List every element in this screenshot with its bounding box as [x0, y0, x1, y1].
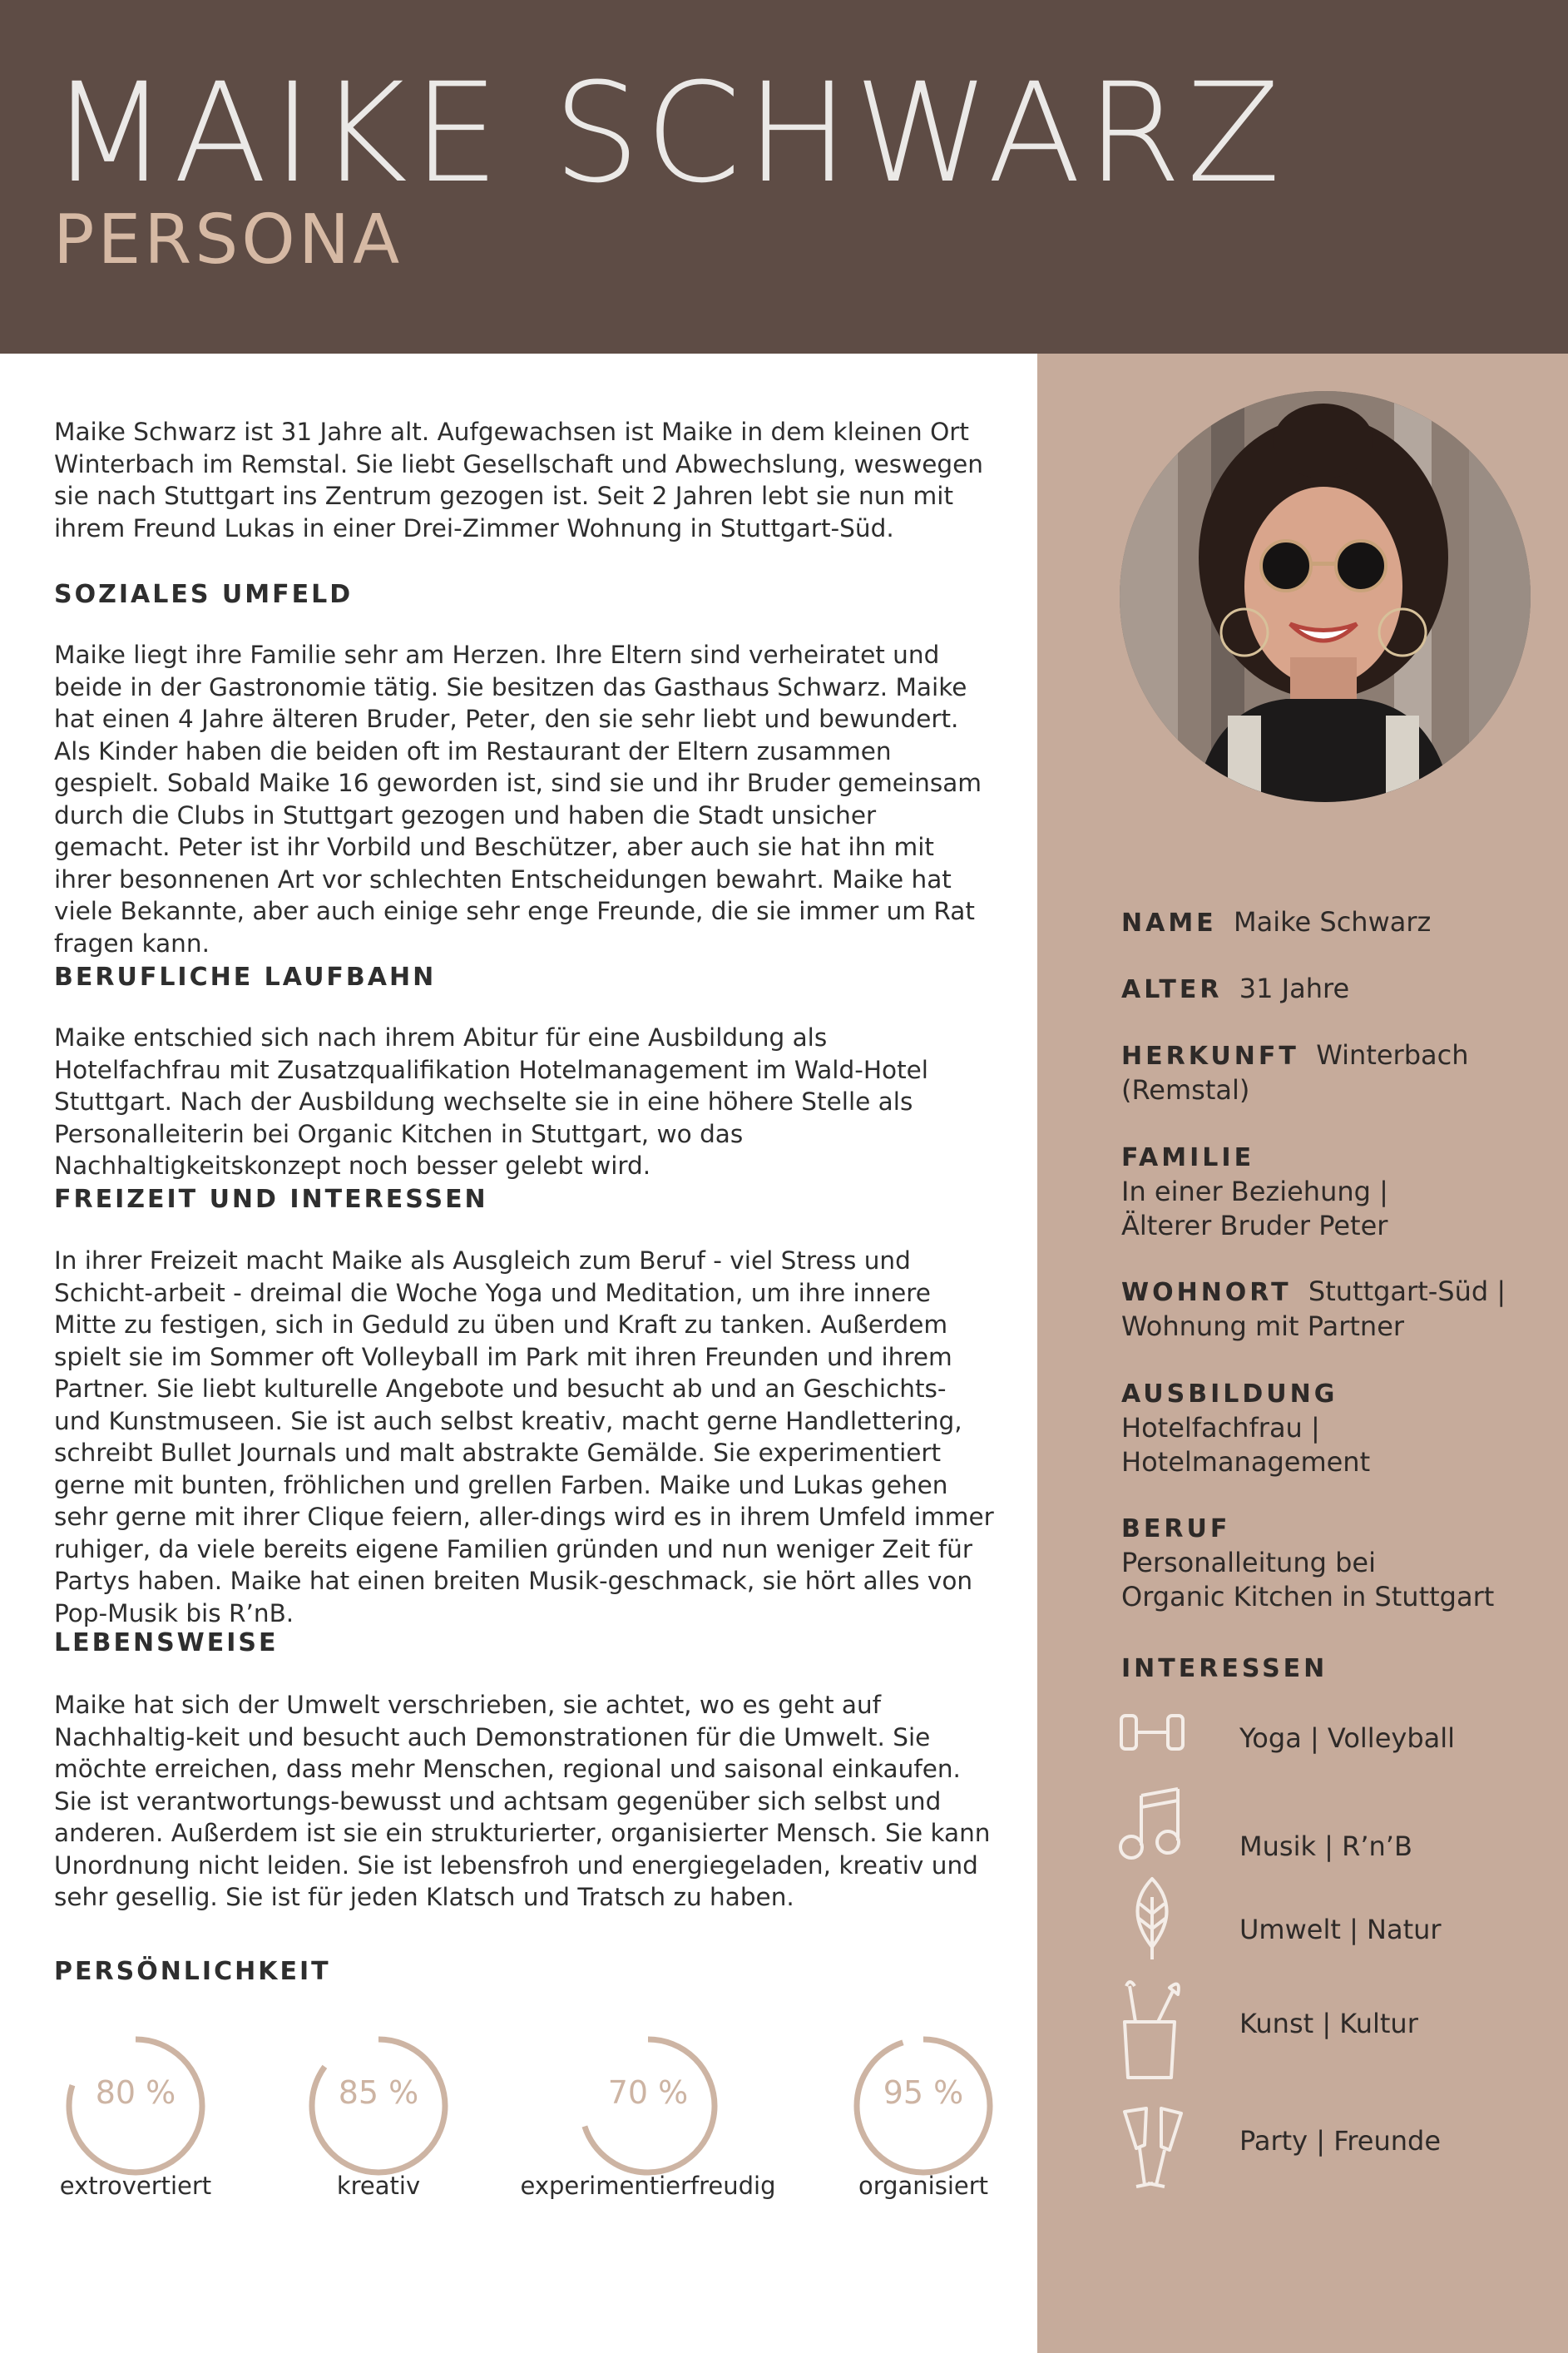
fact-home: [1121, 1275, 1537, 1344]
fact-label: WOHNORT: [1121, 1278, 1292, 1307]
fact-education: [1121, 1376, 1537, 1479]
fact-label: HERKUNFT: [1121, 1042, 1299, 1071]
interests-heading: INTERESSEN: [1121, 1654, 1328, 1683]
trait-percent: 85 %: [338, 2074, 419, 2111]
persona-name: MAIKE SCHWARZ: [50, 53, 1286, 213]
interest-label: Party | Freunde: [1239, 2125, 1442, 2157]
interest-item: [1115, 1781, 1547, 1872]
fact-value: Maike Schwarz: [1234, 906, 1432, 938]
fact-job: [1121, 1511, 1537, 1614]
heading-personality: PERSÖNLICHKEIT: [54, 1957, 331, 1986]
interest-label: Musik | R’n’B: [1239, 1830, 1412, 1862]
interest-item: [1115, 2105, 1547, 2197]
champagne-glasses-icon: [1115, 2105, 1190, 2197]
fact-family: [1121, 1140, 1537, 1243]
persona-subtitle: PERSONA: [53, 201, 403, 280]
trait-dial: [40, 2022, 231, 2213]
heading-social: SOZIALES UMFELD: [54, 580, 354, 609]
interest-label: Kunst | Kultur: [1239, 2008, 1418, 2039]
fact-name: [1121, 905, 1537, 940]
trait-label: organisiert: [858, 2172, 989, 2200]
trait-percent: 80 %: [95, 2074, 176, 2111]
dumbbell-icon: [1115, 1706, 1190, 1772]
fact-value: Personalleitung bei: [1121, 1547, 1376, 1578]
text-lifestyle: Maike hat sich der Umwelt verschrieben, sie achtet, wo es geht auf Nachhaltig-keit und besucht auch Demonstrationen für die Umwelt. Sie möchte erreichen, dass mehr Menschen, regional und saisonal einkaufen. Sie ist verantwortungs-bewusst und achtsam gegenüber sich selbst und anderen. Außerdem ist sie ein strukturierter, organisierter Mensch. Sie kann Unordnung nicht leiden. Sie ist lebensfroh und energiegeladen, kreativ und sehr gesellig. Sie ist für jeden Klatsch und Tratsch zu haben.: [54, 1691, 991, 1911]
paintbrush-cup-icon: [1115, 1976, 1190, 2084]
fact-value: Wohnung mit Partner: [1121, 1310, 1405, 1342]
fact-label: ALTER: [1121, 975, 1223, 1004]
text-leisure: In ihrer Freizeit macht Maike als Ausgleich zum Beruf - viel Stress und Schicht-arbeit - dreimal die Woche Yoga und Meditation, um ihre innere Mitte zu festigen, sich in Geduld zu üben und Kraft zu tanken. Außerdem spielt sie im Sommer oft Volleyball im Park mit ihren Freunden und ihrem Partner. Sie liebt kulturelle Angebote und besucht ab und an Geschichts- und Kunstmuseen. Sie ist auch selbst kreativ, macht gerne Handlettering, schreibt Bullet Journals und malt abstrakte Gemälde. Sie experimentiert gerne mit bunten, fröhlichen und grellen Farben. Maike und Lukas gehen sehr gerne mit ihrer Clique feiern, aller-dings wird es in ihrem Umfeld immer ruhiger, da viele bereits eigene Familien gründen und nun weniger Zeit für Partys haben. Maike hat einen breiten Musik-geschmack, sie hört alles von Pop-Musik bis R’nB.: [54, 1246, 994, 1627]
fact-value: (Remstal): [1121, 1074, 1250, 1106]
fact-label: FAMILIE: [1121, 1143, 1255, 1172]
fact-value: Älterer Bruder Peter: [1121, 1210, 1388, 1241]
trait-percent: 95 %: [883, 2074, 964, 2111]
music-note-icon: [1115, 1781, 1190, 1864]
trait-label: experimentierfreudig: [520, 2172, 776, 2200]
fact-age: [1121, 972, 1537, 1007]
header-banner: [0, 0, 1568, 354]
fact-value: In einer Beziehung |: [1121, 1176, 1388, 1207]
fact-label: NAME: [1121, 909, 1217, 938]
trait-percent: 70 %: [607, 2074, 689, 2111]
portrait-illustration: [1120, 391, 1531, 802]
fact-origin: [1121, 1038, 1537, 1107]
trait-label: extrovertiert: [59, 2172, 212, 2200]
fact-value: 31 Jahre: [1239, 973, 1350, 1004]
trait-dial: [520, 2022, 776, 2213]
fact-value: Hotelfachfrau |: [1121, 1412, 1320, 1444]
interest-label: Yoga | Volleyball: [1239, 1722, 1456, 1754]
text-career: Maike entschied sich nach ihrem Abitur für eine Ausbildung als Hotelfachfrau mit Zusatzqualifikation Hotelmanagement im Wald-Hotel Stuttgart. Nach der Ausbildung wechselte sie in eine höhere Stelle als Personalleiterin bei Organic Kitchen in Stuttgart, wo das Nachhaltigkeitskonzept noch besser gelebt wird.: [54, 1023, 928, 1180]
trait-dial: [828, 2022, 1019, 2213]
fact-value: Organic Kitchen in Stuttgart: [1121, 1581, 1495, 1612]
portrait-photo: [1120, 391, 1531, 802]
trait-label: kreativ: [336, 2172, 421, 2200]
heading-leisure: FREIZEIT UND INTERESSEN: [54, 1185, 488, 1214]
leaf-icon: [1115, 1872, 1190, 1964]
interest-item: [1115, 1976, 1547, 2068]
text-social: Maike liegt ihre Familie sehr am Herzen. Ihre Eltern sind verheiratet und beide in der Gastronomie tätig. Sie besitzen das Gasthaus Schwarz. Maike hat einen 4 Jahre älteren Bruder, Peter, den sie sehr liebt und bewundert. Als Kinder haben die beiden oft im Restaurant der Eltern zusammen gespielt. Sobald Maike 16 geworden ist, sind sie und ihr Bruder gemeinsam durch die Clubs in Stuttgart gezogen und haben die Stadt unsicher gemacht. Peter ist ihr Vorbild und Beschützer, aber auch sie hat ihn mit ihrer besonnenen Art vor schlechten Entscheidungen bewahrt. Maike hat viele Bekannte, aber auch einige sehr enge Freunde, die sie immer um Rat fragen kann.: [54, 641, 982, 958]
fact-label: BERUF: [1121, 1514, 1231, 1543]
heading-career: BERUFLICHE LAUFBAHN: [54, 963, 437, 992]
fact-value: Stuttgart-Süd |: [1308, 1276, 1506, 1307]
fact-value: Hotelmanagement: [1121, 1446, 1371, 1478]
intro-text: Maike Schwarz ist 31 Jahre alt. Aufgewachsen ist Maike in dem kleinen Ort Winterbach im Remstal. Sie liebt Gesellschaft und Abwechslung, weswegen sie nach Stuttgart ins Zentrum gezogen ist. Seit 2 Jahren lebt sie nun mit ihrem Freund Lukas in einer Drei-Zimmer Wohnung in Stuttgart-Süd.: [54, 418, 983, 542]
trait-dial: [283, 2022, 474, 2213]
interest-label: Umwelt | Natur: [1239, 1914, 1442, 1945]
interest-item: [1115, 1872, 1547, 1964]
fact-value: Winterbach: [1316, 1039, 1469, 1071]
heading-lifestyle: LEBENSWEISE: [54, 1628, 279, 1657]
fact-label: AUSBILDUNG: [1121, 1380, 1338, 1409]
